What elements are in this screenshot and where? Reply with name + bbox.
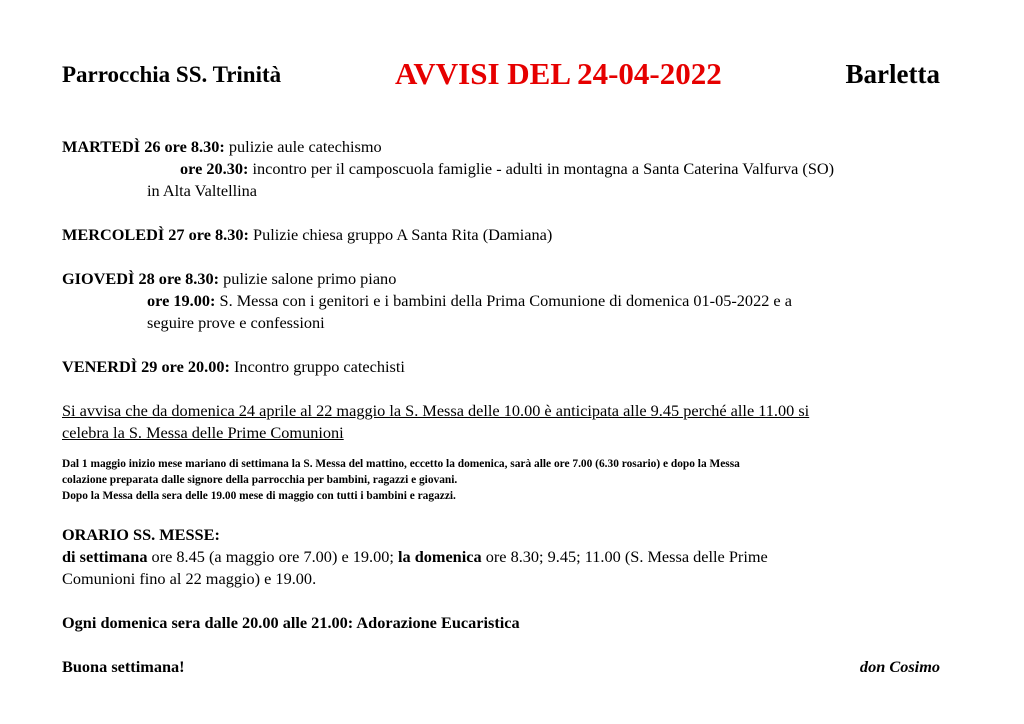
orario-line-2: Comunioni fino al 22 maggio) e 19.00. — [62, 569, 317, 588]
avviso-line-1: Si avvisa che da domenica 24 aprile al 22 maggio la S. Messa delle 10.00 è anticipata alle 9.45 perché alle 11.00 si — [62, 401, 810, 420]
venerdi-label: VENERDÌ 29 ore 20.00: — [62, 357, 230, 376]
giovedi-line-3: seguire prove e confessioni — [147, 313, 325, 332]
giovedi-text2: S. Messa con i genitori e i bambini della Prima Comunione di domenica 01-05-2022 e a — [215, 291, 792, 310]
city-name: Barletta — [845, 59, 940, 89]
giovedi-time2: ore 19.00: — [147, 291, 216, 310]
giovedi-label: GIOVEDÌ 28 ore 8.30: — [62, 269, 220, 288]
orario-settimana-label: di settimana — [62, 547, 148, 566]
orario-settimana-text: ore 8.45 (a maggio ore 7.00) e 19.00; — [147, 547, 398, 566]
maggio-line-2: colazione preparata dalle signore della parrocchia per bambini, ragazzi e giovani. — [62, 474, 458, 486]
orario-line-1 — [62, 546, 962, 568]
avviso-line-2 — [62, 422, 962, 444]
maggio-line-1: Dal 1 maggio inizio mese mariano di settimana la S. Messa del mattino, eccetto la domenica, sarà alle ore 7.00 (6.30 rosario) e dopo la Messa — [62, 458, 740, 470]
avviso-line-2-text: celebra la S. Messa delle Prime Comunioni — [62, 423, 344, 442]
notice-body — [62, 136, 962, 678]
martedi-time2: ore 20.30: — [180, 159, 249, 178]
venerdi-text: Incontro gruppo catechisti — [229, 357, 405, 376]
notice-title: AVVISI DEL 24-04-2022 — [395, 56, 722, 91]
orario-domenica-label: la domenica — [397, 547, 482, 566]
greeting: Buona settimana! — [62, 657, 185, 676]
giovedi-text: pulizie salone primo piano — [219, 269, 397, 288]
mercoledi-line — [62, 224, 962, 246]
martedi-line-2 — [62, 158, 962, 180]
martedi-label: MARTEDÌ 26 ore 8.30: — [62, 137, 225, 156]
giovedi-line-2 — [62, 290, 962, 312]
signature: don Cosimo — [859, 657, 940, 676]
martedi-text2: incontro per il camposcuola famiglie - adulti in montagna a Santa Caterina Valfurva (SO) — [248, 159, 835, 178]
giovedi-line-1 — [62, 268, 962, 290]
header — [62, 56, 942, 96]
venerdi-line — [62, 356, 962, 378]
mercoledi-label: MERCOLEDÌ 27 ore 8.30: — [62, 225, 249, 244]
orario-domenica-text: ore 8.30; 9.45; 11.00 (S. Messa delle Prime — [481, 547, 768, 566]
martedi-text: pulizie aule catechismo — [224, 137, 382, 156]
adorazione-line: Ogni domenica sera dalle 20.00 alle 21.00: Adorazione Eucaristica — [62, 613, 520, 632]
martedi-line-3: in Alta Valtellina — [147, 181, 258, 200]
mercoledi-text: Pulizie chiesa gruppo A Santa Rita (Damiana) — [248, 225, 553, 244]
orario-title: ORARIO SS. MESSE: — [62, 525, 220, 544]
footer-row — [62, 656, 962, 678]
martedi-line-1 — [62, 136, 962, 158]
maggio-line-3: Dopo la Messa della sera delle 19.00 mese di maggio con tutti i bambini e ragazzi. — [62, 490, 456, 502]
parish-name: Parrocchia SS. Trinità — [62, 62, 282, 87]
